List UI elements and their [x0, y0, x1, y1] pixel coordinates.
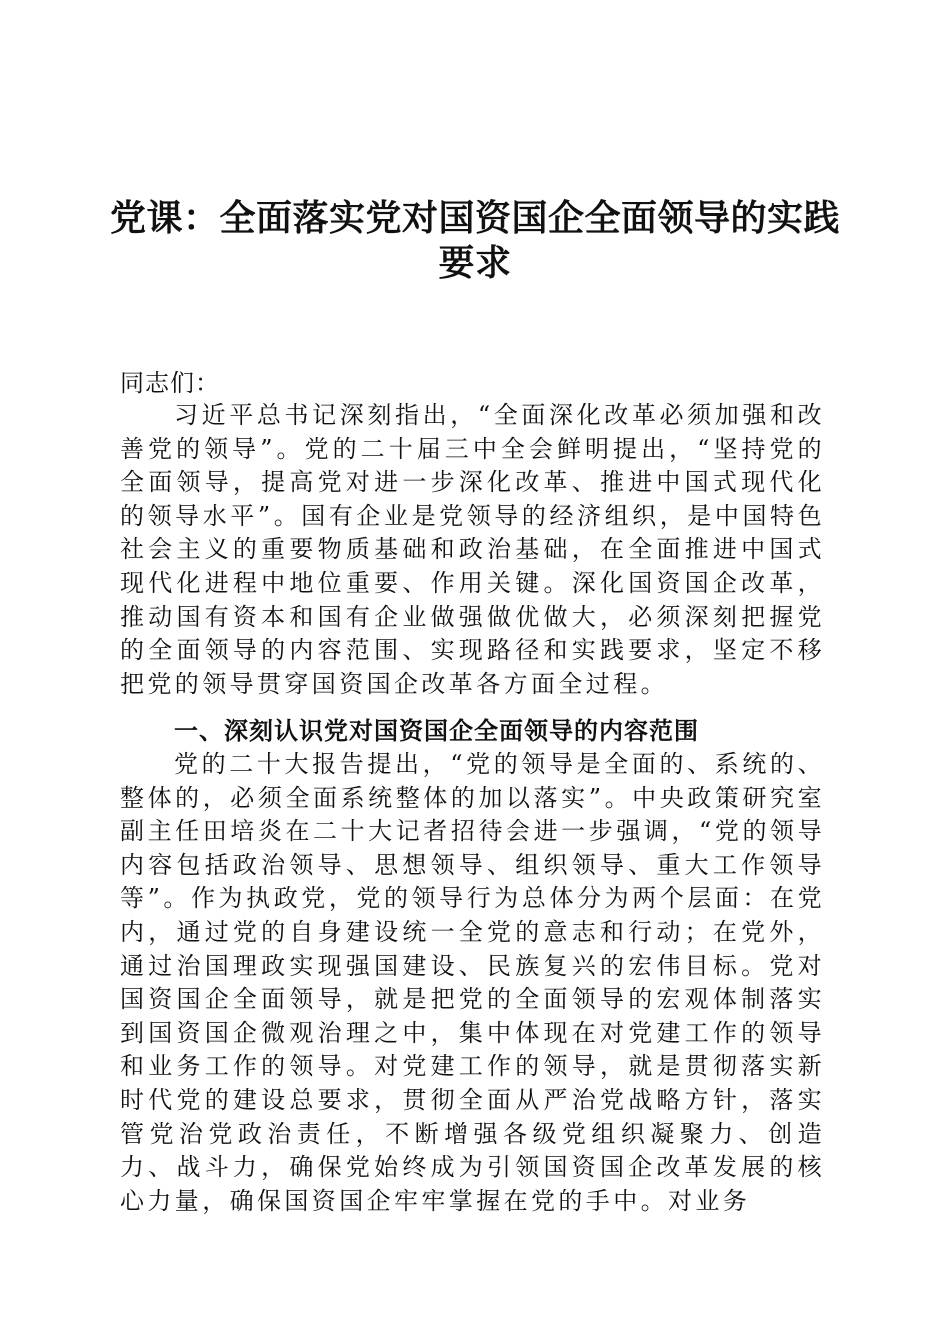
salutation: 同志们： — [120, 369, 220, 397]
document-title-line-2: 要求 — [438, 242, 512, 284]
paragraph-section-1: 党的二十大报告提出，“党的领导是全面的、系统的、整体的，必须全面系统整体的加以落实”。中央政策研究室副主任田培炎在二十大记者招待会进一步强调，“党的领导内容包括政治领导、思想领导、组织领导、重大工作领导等”。作为执政党，党的领导行为总体分为两个层面：在党内，通过党的自身建设统一全党的意志和行动；在党外，通过治国理政实现强国建设、民族复兴的宏伟目标。党对国资国企全面领导，就是把党的全面领导的宏观体制落实到国资国企微观治理之中，集中体现在对党建工作的领导和业务工作的领导。对党建工作的领导，就是贯彻落实新时代党的建设总要求，贯彻全面从严治党战略方针，落实管党治党政治责任，不断增强各级党组织凝聚力、创造力、战斗力，确保党始终成为引领国资国企改革发展的核心力量，确保国资国企牢牢掌握在党的手中。对业务 — [120, 750, 825, 1215]
document-title-line-1: 党课：全面落实党对国资国企全面领导的实践 — [110, 197, 841, 239]
paragraph-intro: 习近平总书记深刻指出，“全面深化改革必须加强和改善党的领导”。党的二十届三中全会鲜明提出，“坚持党的全面领导，提高党对进一步深化改革、推进中国式现代化的领导水平”。国有企业是党领导的经济组织，是中国特色社会主义的重要物质基础和政治基础，在全面推进中国式现代化进程中地位重要、作用关键。深化国资国企改革，推动国有资本和国有企业做强做优做大，必须深刻把握党的全面领导的内容范围、实现路径和实践要求，坚定不移把党的领导贯穿国资国企改革各方面全过程。 — [120, 401, 825, 698]
section-heading-1: 一、深刻认识党对国资国企全面领导的内容范围 — [174, 717, 699, 745]
